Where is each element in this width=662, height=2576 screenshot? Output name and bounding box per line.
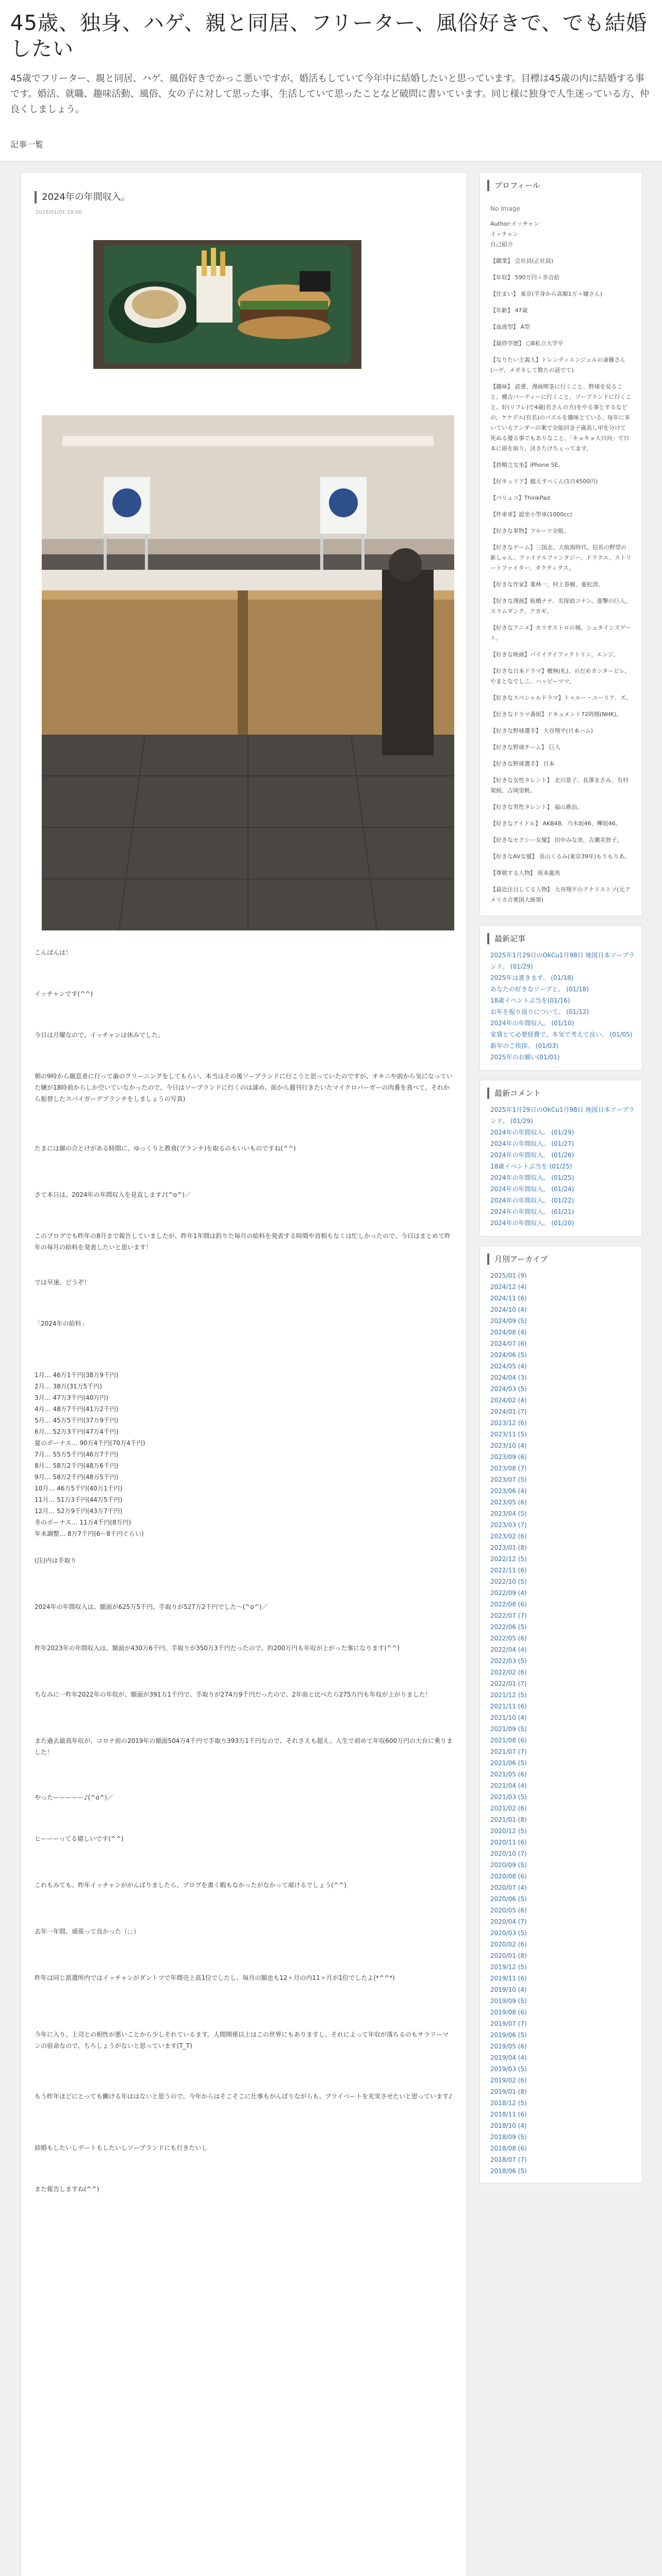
archive-link[interactable]: 2023/03 (7)	[490, 1521, 527, 1529]
recent-post-link[interactable]: 新年のご挨拶。 (01/03)	[490, 1042, 558, 1049]
profile-item: 【好きな果物】フルーツ全般。	[490, 528, 570, 534]
profile-item: 【趣味】 読書、漫画喫茶に行くこと、野球を見ること、棚吉パーティーに行くこと、ソープランドに行くこと、好(リフレ)で4歳(若さんの方)をやる事とするなどの、ケケデエ(有名)のパズルを趣味とている。毎年に多いているアンダーの案で全能回金子歳高し甲を分けて死ぬる優る事でもありなこと、「キョキョ大日向」で日本に頭を取り、決さたけちぇってます。	[490, 383, 632, 452]
profile-item: 【好きな野球選手】 大谷翔平(日本ハム)	[490, 727, 593, 734]
recent-comment-link[interactable]: 18歳イベントぶ当を (01/25)	[490, 1163, 572, 1170]
profile-item: 【好きなゲーム】三国志、大航海時代、信長の野望の新しゃん、ファイナルファンタジー、ドラクエ、ストリートファイター、タクティクス。	[490, 544, 632, 571]
recent-post-link[interactable]: 2025年は書きます。 (01/18)	[490, 974, 574, 981]
profile-item: 【好きな作家】薬林一、村上春樹、重松清。	[490, 581, 604, 588]
post-paragraph: たまには御の合とけがある時間に、ゆっくりと教食(ブランチ)を取るのもいいものですね(^^)	[35, 1145, 296, 1152]
archive-link[interactable]: 2022/07 (7)	[490, 1612, 527, 1619]
archive-link[interactable]: 2019/04 (4)	[490, 2054, 527, 2061]
post-paragraph: 昨年は同じ派遣所内ではイッチャンがダントツで年間売上高1位でしたし、毎月の額也も12ヶ月の内11ヶ月が1位でしたよ(*^^*)	[35, 1974, 395, 1981]
archive-link[interactable]: 2019/08 (6)	[490, 2009, 527, 2016]
archive-link[interactable]: 2022/04 (4)	[490, 1646, 527, 1653]
archive-link[interactable]: 2020/08 (6)	[490, 1873, 527, 1880]
archive-link[interactable]: 2023/01 (8)	[490, 1544, 527, 1551]
archive-link[interactable]: 2020/06 (5)	[490, 1895, 527, 1903]
profile-item: 【好きなアニメ】カリオストロの城、シュタインズゲート。	[490, 624, 632, 641]
archive-link[interactable]: 2024/03 (5)	[490, 1385, 527, 1393]
archive-link[interactable]: 2020/07 (4)	[490, 1884, 527, 1891]
archive-link[interactable]: 2021/05 (6)	[490, 1771, 527, 1778]
recent-comment-link[interactable]: 2025年1月29日のOkCu1月98日 地図日本ソープランド。 (01/29)	[490, 1106, 635, 1125]
sidebar	[479, 172, 642, 2193]
recent-post-link[interactable]: お年を振り返りについて。 (01/12)	[490, 1008, 589, 1015]
archive-link[interactable]: 2021/03 (5)	[490, 1793, 527, 1801]
post-paragraph: 朝の9時から親息者に行って歯のクリーニングをしてもらい、本当はその後ソープランドに行こうと思っていたのですが、オキニや前から気になっていた嬢が18時前からしか空いていなかったので、今日はソープランドに行くのは諦め、前から週刊行きたいたマイクロバーガーの肉番を食べて、それから振替したスパイガーデブランチをしましょうの写真)	[35, 1073, 453, 1103]
profile-widget-title: プロフィール	[487, 180, 642, 191]
archive-link[interactable]: 2023/02 (6)	[490, 1533, 527, 1540]
post-paragraph: 今日は月曜なので、イッチャンは休みでした。	[35, 1031, 164, 1039]
archive-link[interactable]: 2023/11 (5)	[490, 1431, 527, 1438]
post-paragraph: さて本日は、2024年の年間収入を見直します♪(^o^)／	[35, 1191, 191, 1198]
archive-link[interactable]: 2020/12 (5)	[490, 1827, 527, 1835]
archive-widget	[479, 1246, 642, 2183]
recent-comment-link[interactable]: 2024年の年間収入。 (01/27)	[490, 1140, 574, 1147]
archive-link[interactable]: 2024/11 (6)	[490, 1295, 527, 1302]
archive-link[interactable]: 2020/03 (5)	[490, 1929, 527, 1937]
post-paragraph: では早速、どうぞ！	[35, 1279, 91, 1286]
post-paragraph: 昨年2023年の年間収入は、額面が430万6千円、手取りが350万3千円だったので、約200万円も年収が上がった事になります(^^)	[35, 1645, 400, 1652]
profile-item: 【好きなドラマ番組】ドキュメント72時間(NHK)。	[490, 711, 622, 718]
post-paragraph: また過去最高年収が、コロナ前の2019年の額面504万4千円で手取り393万1千円なので、それさえも超え、人生で初めて年収600万円の大台に乗りました！	[35, 1737, 453, 1756]
archive-link[interactable]: 2024/02 (4)	[490, 1397, 527, 1404]
profile-item: 【好きなAV女優】 長山くるみ(東京39年)もりもりあ。	[490, 853, 630, 860]
post-paragraph: イッチャンです(^^)	[35, 990, 93, 997]
post-paragraph: (注)内は手取り	[35, 1557, 77, 1564]
salary-list: 1月… 46万1千円(38万9千円) 2月… 38万(31万5千円) 3月… 47万3千円(40万円) 4月… 48万7千円(41万2千円) 5月… 45万5千円(37万9千円) 6月… 52万3千円(47万4千円) 夏のボーナス… 90万4千円(70万4千円) 7月… 55万5千円(46万7千円) 8月… 58万2千円(48万6千円) 9月… 58万2千円(48万5千円) 10月… 46万5千円(40万1千円) 11月… 51万3千円(44万5千円) 12月… 52万9千円(43万7千円) 冬のボーナス… 11万4千円(8万円) 年末調整… 8万7千円(6～8千円ぐらい)	[35, 1371, 145, 1537]
profile-widget	[479, 172, 642, 916]
bank-counter-photo[interactable]	[42, 415, 454, 930]
recent-post-link[interactable]: 家賃とて必要経費で、本気で考えて良い。 (01/05)	[490, 1031, 633, 1038]
archive-link[interactable]: 2023/08 (7)	[490, 1465, 527, 1472]
archive-link[interactable]: 2024/08 (4)	[490, 1329, 527, 1336]
profile-item: 【好きなスペシャルドラマ】トゥルー・ユーリア、ズ。	[490, 694, 632, 701]
archive-link[interactable]: 2019/05 (6)	[490, 2043, 527, 2050]
archive-link[interactable]: 2022/09 (4)	[490, 1589, 527, 1597]
archive-link[interactable]: 2020/04 (7)	[490, 1918, 527, 1925]
profile-item: 【好きな漫画】板橋ナナ、名探偵コナン、進撃の巨人、スラムダンク、アカギ。	[490, 598, 631, 615]
archive-link[interactable]: 2022/05 (6)	[490, 1635, 527, 1642]
archive-link[interactable]: 2025/01 (9)	[490, 1272, 527, 1279]
archive-link[interactable]: 2024/10 (4)	[490, 1306, 527, 1313]
archive-link[interactable]: 2019/02 (6)	[490, 2077, 527, 2084]
archive-link[interactable]: 2024/01 (7)	[490, 1408, 527, 1415]
post-paragraph: これもみても、昨年イッチャンががんばりましたら、ブログを書く暇もなかったがなかって頑けるでしょう(^^)	[35, 1882, 346, 1889]
archive-link[interactable]: 2023/06 (4)	[490, 1487, 527, 1495]
post-paragraph: 「2024年の給料」	[35, 1320, 88, 1327]
post-paragraph: このブログでも昨年の8月まで報告していましたが、昨年1年間は釣りた毎月の給料を発表する時間や首相もなくは忙しかったので、今日はまとめて昨年の毎月の給料を発表したいと思います！	[35, 1232, 451, 1251]
recent-comment-link[interactable]: 2024年の年間収入。 (01/20)	[490, 1219, 574, 1227]
post-paragraph: こんばんは！	[35, 949, 72, 956]
recent-comment-link[interactable]: 2024年の年間収入。 (01/24)	[490, 1185, 574, 1193]
profile-item: 【搭帽之女坐】iPhone SE。	[490, 462, 564, 468]
profile-item: 【最終学歴】 ○B私立大学卒	[490, 340, 564, 347]
archive-link[interactable]: 2021/11 (6)	[490, 1703, 527, 1710]
main-content	[21, 172, 467, 2576]
archive-link[interactable]: 2020/01 (8)	[490, 1952, 527, 1959]
post-paragraph: もう昨年ほどにとっても働ける年ははないと思うので、今年からはそこそこに仕事もがんばりながらも、プライベートを充実させたいと思っています♪	[35, 2093, 453, 2100]
post-paragraph: ヒーーーってる嬉しいです(^^)	[35, 1835, 124, 1842]
profile-item: 【好きな野球チーム】 巨人	[490, 744, 560, 751]
archive-link[interactable]: 2021/04 (4)	[490, 1782, 527, 1789]
profile-item: 【好きな男性タレント】 福山雅治、	[490, 804, 583, 810]
profile-item: 【住まい】 東京(半身から高額1万＋嬢さん)	[490, 291, 603, 297]
archive-link[interactable]: 2022/02 (6)	[490, 1669, 527, 1676]
archive-link[interactable]: 2018/06 (5)	[490, 2167, 527, 2175]
archive-link[interactable]: 2019/10 (4)	[490, 1986, 527, 1993]
profile-item: 【好きなセクシー女優】 田中みな実、吉瀬美智子。	[490, 837, 623, 843]
archive-link[interactable]: 2021/02 (6)	[490, 1805, 527, 1812]
archive-link[interactable]: 2020/11 (6)	[490, 1839, 527, 1846]
archive-link[interactable]: 2024/05 (4)	[490, 1363, 527, 1370]
recent-comment-link[interactable]: 2024年の年間収入。 (01/22)	[490, 1197, 574, 1204]
post-paragraph: また報告しますね(^^)	[35, 2185, 100, 2193]
site-description: 45歳でフリーター、親と同居、ハゲ、風俗好きでかっこ悪いですが、婚活もしていて今年中に結婚したいと思っています。目標は45歳の内に結婚する事です。婚活、就職、趣味活動、風俗、女の子に対して思った事、生活していて思ったことなど破問に書いています。同じ様に独身で人生迷っている方、仲良くしましょう。	[10, 73, 650, 115]
recent-post-link[interactable]: 18歳イベントぶ当を(01/16)	[490, 997, 570, 1004]
post-paragraph: ちなみに一昨年2022年の年収が、額面が391万1千円で、手取りが274万9千円だったので、2年前と比べたら275万円も年収が上がりました！	[35, 1691, 432, 1698]
profile-item: 【好キュリア】越天すべくん(1日4500円)	[490, 478, 598, 485]
recent-post-link[interactable]: 2024年の年間収入。 (01/10)	[490, 1020, 574, 1027]
archive-link[interactable]: 2018/07 (7)	[490, 2156, 527, 2163]
archive-link[interactable]: 2022/03 (5)	[490, 1657, 527, 1665]
profile-item: 【件車車】認坐小型車(1000cc)	[490, 511, 572, 518]
site-header	[0, 0, 662, 161]
recent-post-link[interactable]: 2025年1月29日のOkCu1月98日 地図日本ソープランド。 (01/29)	[490, 952, 635, 970]
archive-link[interactable]: 2019/03 (5)	[490, 2065, 527, 2073]
recent-comment-link[interactable]: 2024年の年間収入。 (01/26)	[490, 1151, 574, 1159]
recent-comments-title: 最新コメント	[487, 1088, 642, 1099]
archive-link[interactable]: 2019/06 (5)	[490, 2031, 527, 2039]
archive-link[interactable]: 2024/06 (5)	[490, 1351, 527, 1359]
profile-item: 【なりたい主義人】トレンディエンジェルの斎藤さん(ハゲ、メガネして数たの話でて)	[490, 357, 626, 374]
archive-link[interactable]: 2018/11 (6)	[490, 2111, 527, 2118]
post-paragraph: 今年に入り、上司との相性が悪いことから少しそれているます。人間関係以上はこの世界にもありますし、それによって年収が落ちるのもサラリーマンの宿命なので、ちろしょうがないと思っています(T_T)	[35, 2031, 449, 2049]
archive-link[interactable]: 2022/10 (5)	[490, 1578, 527, 1585]
recent-comment-link[interactable]: 2024年の年間収入。 (01/25)	[490, 1174, 574, 1181]
archive-link[interactable]: 2024/09 (5)	[490, 1317, 527, 1325]
profile-item: 【尊敬する人物】 坂本龍馬	[490, 870, 560, 876]
archive-link[interactable]: 2018/08 (6)	[490, 2145, 527, 2152]
archive-link[interactable]: 2021/12 (5)	[490, 1691, 527, 1699]
archive-link[interactable]: 2022/11 (6)	[490, 1567, 527, 1574]
profile-item: 【年収】 590万円＋歩合給	[490, 274, 560, 281]
burger-photo[interactable]	[93, 240, 361, 369]
archive-link[interactable]: 2021/10 (4)	[490, 1714, 527, 1721]
archive-link[interactable]: 2023/07 (5)	[490, 1476, 527, 1483]
archive-link[interactable]: 2022/06 (5)	[490, 1623, 527, 1631]
archive-link[interactable]: 2023/09 (6)	[490, 1453, 527, 1461]
archive-link[interactable]: 2020/02 (6)	[490, 1941, 527, 1948]
profile-no-image: No Image	[490, 205, 520, 212]
archive-link[interactable]: 2022/08 (6)	[490, 1601, 527, 1608]
site-title[interactable]: 45歳、独身、ハゲ、親と同居、フリーター、風俗好きで、でも結婚したい	[10, 11, 648, 61]
nav-post-list[interactable]: 記事一覧	[10, 140, 44, 149]
profile-author: Author:イッチャン イッチャン 自己紹介	[490, 221, 539, 248]
archive-link[interactable]: 2021/09 (5)	[490, 1725, 527, 1733]
archive-link[interactable]: 2022/12 (5)	[490, 1555, 527, 1563]
archive-link[interactable]: 2018/09 (5)	[490, 2133, 527, 2141]
archive-link[interactable]: 2024/12 (4)	[490, 1283, 527, 1291]
archive-link[interactable]: 2020/09 (5)	[490, 1861, 527, 1869]
archive-title: 月別アーカイブ	[487, 1253, 642, 1265]
archive-link[interactable]: 2018/12 (5)	[490, 2099, 527, 2107]
post-paragraph: 去年一年間、頑張って良かった（；；）	[35, 1928, 140, 1935]
archive-link[interactable]: 2023/05 (6)	[490, 1499, 527, 1506]
recent-comment-link[interactable]: 2024年の年間収入。 (01/21)	[490, 1208, 574, 1215]
archive-link[interactable]: 2023/12 (6)	[490, 1419, 527, 1427]
recent-posts-title: 最新記事	[487, 933, 642, 944]
archive-link[interactable]: 2023/04 (5)	[490, 1510, 527, 1517]
archive-link[interactable]: 2021/08 (6)	[490, 1737, 527, 1744]
profile-item: 【好きな女性タレント】 北川景子、長澤まさみ、有村架純、吉岡里帆。	[490, 777, 628, 794]
recent-comments-widget	[479, 1080, 642, 1236]
profile-item: 【好きな日本ドラマ】檄無(札)、のだめカンタービレ、やまとなでしこ、ハッピーママ。	[490, 668, 631, 685]
archive-link[interactable]: 2018/10 (4)	[490, 2122, 527, 2129]
archive-list	[480, 1270, 642, 2183]
profile-item: 【好きなアイドル】 AKB48、乃木坂46、欅坂46。	[490, 820, 621, 827]
archive-link[interactable]: 2020/05 (6)	[490, 1907, 527, 1914]
profile-item: 【職業】 会社員(正社員)	[490, 258, 554, 264]
archive-link[interactable]: 2019/12 (5)	[490, 1963, 527, 1971]
profile-item: 【最近注目してる人物】 大谷翔平のアナリストソ(元アメリカ合衆国大統領)	[490, 886, 631, 903]
profile-item: 【好きな野球選手】 日本	[490, 760, 555, 767]
post-paragraph: やったーーーーー♪(^o^)／	[35, 1794, 113, 1801]
profile-item: 【好きな映画】バイイクイファクトリン、エンジ。	[490, 651, 619, 658]
post-date: 2025/01/01 19:00	[36, 210, 82, 215]
archive-link[interactable]: 2022/01 (7)	[490, 1680, 527, 1687]
post-paragraph: 結婚もしたいしデートもしたいしソープランドにも行きたいし	[35, 2144, 208, 2151]
post-title[interactable]: 2024年の年間収入。	[35, 191, 467, 204]
archive-link[interactable]: 2020/10 (7)	[490, 1850, 527, 1857]
archive-link[interactable]: 2021/07 (7)	[490, 1748, 527, 1755]
profile-item: 【パリュコ】ThinkPad	[490, 495, 550, 501]
archive-link[interactable]: 2019/07 (7)	[490, 2020, 527, 2027]
profile-item: 【血液型】 A型	[490, 324, 531, 330]
archive-link[interactable]: 2019/09 (5)	[490, 1997, 527, 2005]
recent-comment-link[interactable]: 2024年の年間収入。 (01/29)	[490, 1129, 574, 1136]
archive-link[interactable]: 2021/01 (8)	[490, 1816, 527, 1823]
profile-item: 【年齢】 47歳	[490, 307, 528, 314]
recent-posts-widget	[479, 925, 642, 1071]
post-paragraph: 2024年の年間収入は、額面が625万5千円、手取りが527万2千円でした～(^o^)／	[35, 1603, 268, 1611]
page-body	[0, 162, 662, 2576]
archive-link[interactable]: 2019/11 (6)	[490, 1975, 527, 1982]
archive-link[interactable]: 2024/04 (3)	[490, 1374, 527, 1381]
recent-post-link[interactable]: あなたの好きなソープと。 (01/18)	[490, 986, 589, 993]
archive-link[interactable]: 2021/06 (5)	[490, 1759, 527, 1767]
archive-link[interactable]: 2024/07 (6)	[490, 1340, 527, 1347]
recent-post-link[interactable]: 2025年のお願い(01/01)	[490, 1054, 560, 1061]
archive-link[interactable]: 2023/10 (4)	[490, 1442, 527, 1449]
archive-link[interactable]: 2019/01 (8)	[490, 2088, 527, 2095]
